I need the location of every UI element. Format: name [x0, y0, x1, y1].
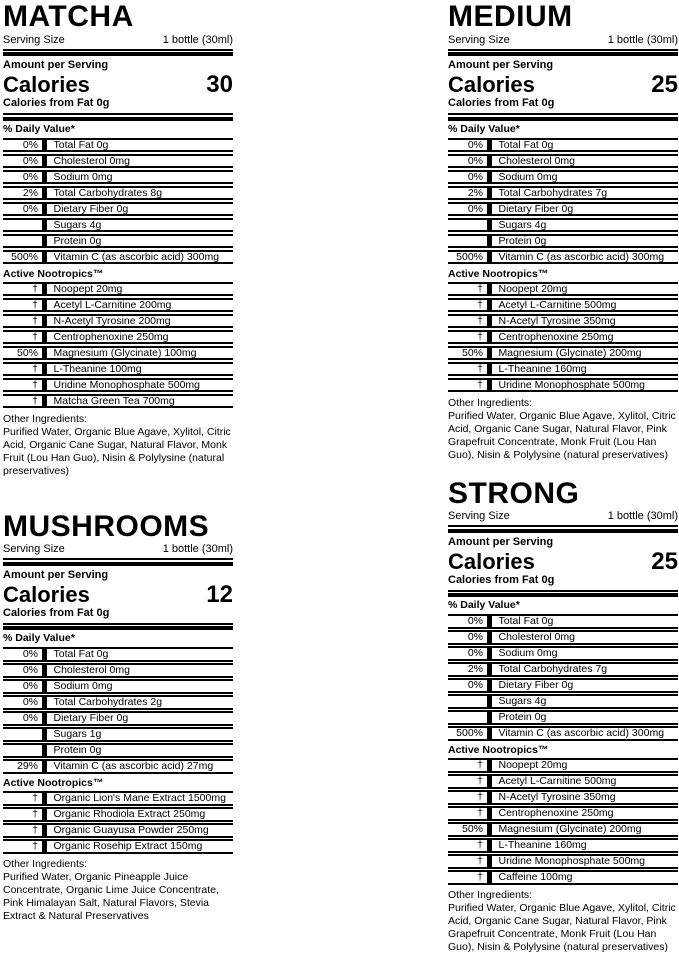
nootropic-rows: [3, 791, 233, 854]
nutrient-row: [3, 759, 233, 774]
nutrient-rows: [448, 138, 678, 265]
nutrient-row: [448, 694, 678, 709]
nutrient-name-cell: Vitamin C (as ascorbic acid) 300mg: [492, 252, 679, 263]
other-ingredients-text: Purified Water, Organic Blue Agave, Xylitol, Citric Acid, Organic Cane Sugar, Natural Flavor, Pink Grapefruit Concentrate, Monk Fruit (Lou Han Guo), Nisin & Polylysine (natural preservatives): [448, 410, 678, 462]
nootropic-name-cell: Magnesium (Glycinate) 100mg: [47, 348, 234, 359]
calories-row: [3, 73, 233, 96]
daily-value-cell: †: [448, 284, 487, 295]
nootropic-name-cell: Acetyl L-Carnitine 500mg: [492, 300, 679, 311]
serving-size-value: 1 bottle (30ml): [163, 34, 233, 47]
nutrient-name-cell: Sodium 0mg: [492, 648, 679, 659]
other-ingredients-label: Other Ingredients:: [3, 855, 233, 871]
nootropic-row: [3, 378, 233, 393]
nootropic-row: [3, 346, 233, 361]
daily-value-header: % Daily Value*: [3, 630, 233, 647]
calories-from-fat-label: Calories from Fat 0g: [448, 96, 678, 113]
daily-value-cell: [3, 220, 42, 231]
nootropic-name-cell: Acetyl L-Carnitine 500mg: [492, 776, 679, 787]
daily-value-cell: 0%: [448, 204, 487, 215]
daily-value-cell: 0%: [448, 680, 487, 691]
nutrition-label: [448, 478, 678, 954]
daily-value-header: % Daily Value*: [3, 121, 233, 138]
amount-per-serving-label: Amount per Serving: [3, 56, 233, 72]
calories-row: [448, 550, 678, 573]
nutrient-name-cell: Cholesterol 0mg: [47, 156, 234, 167]
nootropic-name-cell: N-Acetyl Tyrosine 350mg: [492, 316, 679, 327]
nutrient-row: [448, 678, 678, 693]
product-title: MUSHROOMS: [3, 511, 233, 543]
nutrient-name-cell: Dietary Fiber 0g: [47, 713, 234, 724]
nutrient-name-cell: Sodium 0mg: [492, 172, 679, 183]
nootropic-rows: [448, 758, 678, 885]
thin-divider: [448, 525, 678, 527]
daily-value-cell: †: [3, 793, 42, 804]
active-nootropics-header: Active Nootropics™: [448, 266, 678, 282]
daily-value-cell: †: [448, 776, 487, 787]
active-nootropics-header: Active Nootropics™: [448, 742, 678, 758]
daily-value-cell: †: [448, 760, 487, 771]
nutrient-name-cell: Total Fat 0g: [492, 616, 679, 627]
nootropic-row: [448, 378, 678, 393]
nutrient-name-cell: Dietary Fiber 0g: [492, 204, 679, 215]
serving-size-value: 1 bottle (30ml): [608, 510, 678, 523]
nootropic-row: [448, 806, 678, 821]
nootropic-row: [3, 823, 233, 838]
nutrient-row: [448, 186, 678, 201]
nutrient-row: [3, 202, 233, 217]
nutrient-row: [3, 154, 233, 169]
thin-divider: [448, 113, 678, 115]
nutrient-name-cell: Dietary Fiber 0g: [492, 680, 679, 691]
nootropic-name-cell: L-Theanine 160mg: [492, 364, 679, 375]
nootropic-row: [3, 282, 233, 297]
nutrition-label: [3, 1, 233, 478]
daily-value-cell: 0%: [448, 156, 487, 167]
daily-value-cell: †: [448, 300, 487, 311]
nutrient-row: [3, 679, 233, 694]
daily-value-cell: †: [448, 316, 487, 327]
nootropic-row: [3, 330, 233, 345]
daily-value-cell: †: [448, 808, 487, 819]
calories-value: 30: [206, 73, 233, 96]
daily-value-cell: 500%: [3, 252, 42, 263]
calories-label: Calories: [3, 583, 90, 606]
calories-from-fat-label: Calories from Fat 0g: [3, 96, 233, 113]
product-title: MEDIUM: [448, 1, 678, 33]
nutrient-name-cell: Protein 0g: [47, 745, 234, 756]
product-title: MATCHA: [3, 1, 233, 33]
daily-value-cell: 0%: [3, 697, 42, 708]
nootropic-row: [448, 838, 678, 853]
nutrient-name-cell: Total Fat 0g: [492, 140, 679, 151]
daily-value-cell: †: [3, 300, 42, 311]
daily-value-cell: 29%: [3, 761, 42, 772]
nootropic-name-cell: Magnesium (Glycinate) 200mg: [492, 824, 679, 835]
nutrient-row: [3, 186, 233, 201]
serving-size-row: [3, 542, 233, 558]
nootropic-name-cell: Acetyl L-Carnitine 200mg: [47, 300, 234, 311]
nutrient-row: [448, 218, 678, 233]
thin-divider: [448, 590, 678, 592]
nutrient-row: [3, 218, 233, 233]
nootropic-name-cell: Uridine Monophosphate 500mg: [492, 380, 679, 391]
daily-value-cell: 0%: [448, 172, 487, 183]
nutrient-name-cell: Total Carbohydrates 7g: [492, 188, 679, 199]
nutrient-name-cell: Total Carbohydrates 7g: [492, 664, 679, 675]
column-labels: [3, 1, 233, 923]
other-ingredients-label: Other Ingredients:: [448, 886, 678, 902]
nutrient-row: [3, 663, 233, 678]
nootropic-row: [448, 282, 678, 297]
nutrient-row: [448, 170, 678, 185]
product-title: STRONG: [448, 478, 678, 510]
nutrient-row: [3, 170, 233, 185]
active-nootropics-header: Active Nootropics™: [3, 266, 233, 282]
daily-value-cell: †: [448, 856, 487, 867]
nootropic-name-cell: Organic Rosehip Extract 150mg: [47, 841, 234, 852]
daily-value-header: % Daily Value*: [448, 121, 678, 138]
nootropic-name-cell: Centrophenoxine 250mg: [47, 332, 234, 343]
thin-divider: [3, 623, 233, 625]
nutrient-row: [3, 695, 233, 710]
nutrient-name-cell: Protein 0g: [492, 236, 679, 247]
nootropic-name-cell: Magnesium (Glycinate) 200mg: [492, 348, 679, 359]
other-ingredients-label: Other Ingredients:: [448, 394, 678, 410]
nutrient-name-cell: Sodium 0mg: [47, 681, 234, 692]
nootropic-row: [448, 314, 678, 329]
nutrient-rows: [3, 138, 233, 265]
nutrient-name-cell: Cholesterol 0mg: [492, 632, 679, 643]
nootropic-row: [3, 362, 233, 377]
daily-value-cell: 0%: [3, 665, 42, 676]
nootropic-name-cell: L-Theanine 100mg: [47, 364, 234, 375]
nutrient-row: [448, 662, 678, 677]
label-column: [448, 1, 678, 954]
nutrient-row: [3, 647, 233, 662]
nootropic-name-cell: Organic Guayusa Powder 250mg: [47, 825, 234, 836]
daily-value-cell: 0%: [3, 172, 42, 183]
daily-value-cell: 0%: [3, 681, 42, 692]
serving-size-label: Serving Size: [3, 34, 65, 47]
daily-value-cell: 0%: [448, 140, 487, 151]
nutrient-row: [448, 630, 678, 645]
daily-value-cell: 2%: [448, 188, 487, 199]
nutrient-row: [448, 646, 678, 661]
daily-value-cell: 50%: [448, 824, 487, 835]
nutrient-name-cell: Cholesterol 0mg: [47, 665, 234, 676]
amount-per-serving-label: Amount per Serving: [448, 56, 678, 72]
nootropic-name-cell: Organic Lion's Mane Extract 1500mg: [47, 793, 234, 804]
nutrient-row: [448, 250, 678, 265]
nutrient-name-cell: Dietary Fiber 0g: [47, 204, 234, 215]
calories-value: 25: [651, 73, 678, 96]
daily-value-cell: [448, 712, 487, 723]
nutrient-row: [3, 138, 233, 153]
nootropic-name-cell: Centrophenoxine 250mg: [492, 808, 679, 819]
label-column: [3, 1, 233, 954]
daily-value-header: % Daily Value*: [448, 597, 678, 614]
nutrient-name-cell: Vitamin C (as ascorbic acid) 300mg: [47, 252, 234, 263]
nootropic-name-cell: Noopept 20mg: [47, 284, 234, 295]
daily-value-cell: 0%: [3, 713, 42, 724]
nootropic-row: [3, 394, 233, 409]
serving-size-label: Serving Size: [3, 543, 65, 556]
nutrient-row: [448, 726, 678, 741]
daily-value-cell: 0%: [448, 632, 487, 643]
nutrient-row: [3, 743, 233, 758]
nutrient-row: [448, 202, 678, 217]
nootropic-name-cell: Noopept 20mg: [492, 284, 679, 295]
calories-from-fat-label: Calories from Fat 0g: [3, 606, 233, 623]
daily-value-cell: †: [3, 841, 42, 852]
daily-value-cell: [3, 745, 42, 756]
nootropic-row: [3, 314, 233, 329]
nootropic-name-cell: Noopept 20mg: [492, 760, 679, 771]
daily-value-cell: [448, 220, 487, 231]
thin-divider: [448, 49, 678, 51]
other-ingredients-text: Purified Water, Organic Blue Agave, Xylitol, Citric Acid, Organic Cane Sugar, Natural Flavor, Pink Grapefruit Concentrate, Monk Fruit (Lou Han Guo), Nisin & Polylysine (natural preservatives): [448, 902, 678, 954]
serving-size-row: [448, 33, 678, 49]
daily-value-cell: 0%: [3, 140, 42, 151]
daily-value-cell: [448, 696, 487, 707]
calories-label: Calories: [448, 550, 535, 573]
daily-value-cell: †: [448, 792, 487, 803]
serving-size-row: [3, 33, 233, 49]
nootropic-rows: [3, 282, 233, 409]
nootropic-name-cell: Caffeine 100mg: [492, 872, 679, 883]
calories-value: 12: [206, 583, 233, 606]
calories-label: Calories: [3, 73, 90, 96]
nutrient-name-cell: Sugars 4g: [47, 220, 234, 231]
nootropic-row: [3, 791, 233, 806]
thin-divider: [3, 113, 233, 115]
daily-value-cell: †: [448, 872, 487, 883]
daily-value-cell: 500%: [448, 728, 487, 739]
nootropic-name-cell: Uridine Monophosphate 500mg: [492, 856, 679, 867]
column-labels: [448, 1, 678, 954]
serving-size-label: Serving Size: [448, 34, 510, 47]
daily-value-cell: 2%: [448, 664, 487, 675]
nutrient-row: [3, 711, 233, 726]
nutrient-row: [3, 727, 233, 742]
nootropic-row: [448, 822, 678, 837]
nutrient-name-cell: Vitamin C (as ascorbic acid) 300mg: [492, 728, 679, 739]
calories-row: [448, 73, 678, 96]
daily-value-cell: †: [448, 332, 487, 343]
active-nootropics-header: Active Nootropics™: [3, 775, 233, 791]
nutrient-rows: [448, 614, 678, 741]
calories-from-fat-label: Calories from Fat 0g: [448, 573, 678, 590]
daily-value-cell: †: [3, 380, 42, 391]
daily-value-cell: †: [448, 380, 487, 391]
nutrient-name-cell: Vitamin C (as ascorbic acid) 27mg: [47, 761, 234, 772]
other-ingredients-text: Purified Water, Organic Pineapple Juice Concentrate, Organic Lime Juice Concentrate, Pink Himalayan Salt, Natural Flavors, Stevia Extract & Natural Preservatives: [3, 871, 233, 923]
nootropic-row: [3, 807, 233, 822]
daily-value-cell: 0%: [3, 156, 42, 167]
daily-value-cell: 0%: [3, 204, 42, 215]
nootropic-name-cell: Centrophenoxine 250mg: [492, 332, 679, 343]
nootropic-row: [448, 774, 678, 789]
other-ingredients-text: Purified Water, Organic Blue Agave, Xylitol, Citric Acid, Organic Cane Sugar, Natural Flavor, Monk Fruit (Lou Han Guo), Nisin & Polylysine (natural preservatives): [3, 426, 233, 478]
nutrient-row: [3, 234, 233, 249]
nootropic-name-cell: L-Theanine 160mg: [492, 840, 679, 851]
nootropic-name-cell: N-Acetyl Tyrosine 350mg: [492, 792, 679, 803]
amount-per-serving-label: Amount per Serving: [3, 566, 233, 582]
amount-per-serving-label: Amount per Serving: [448, 533, 678, 549]
nutrient-name-cell: Sugars 1g: [47, 729, 234, 740]
nutrient-row: [448, 710, 678, 725]
nutrient-name-cell: Sugars 4g: [492, 220, 679, 231]
nootropic-name-cell: Uridine Monophosphate 500mg: [47, 380, 234, 391]
nutrient-row: [448, 154, 678, 169]
daily-value-cell: †: [448, 364, 487, 375]
nutrient-name-cell: Protein 0g: [492, 712, 679, 723]
daily-value-cell: †: [3, 809, 42, 820]
nutrient-name-cell: Sugars 4g: [492, 696, 679, 707]
nootropic-row: [3, 839, 233, 854]
nutrient-name-cell: Total Carbohydrates 2g: [47, 697, 234, 708]
daily-value-cell: †: [3, 284, 42, 295]
daily-value-cell: †: [448, 840, 487, 851]
nootropic-rows: [448, 282, 678, 393]
serving-size-row: [448, 509, 678, 525]
nutrient-row: [3, 250, 233, 265]
daily-value-cell: †: [3, 332, 42, 343]
nootropic-row: [448, 758, 678, 773]
nutrient-name-cell: Total Fat 0g: [47, 140, 234, 151]
nutrient-rows: [3, 647, 233, 774]
daily-value-cell: [448, 236, 487, 247]
daily-value-cell: 2%: [3, 188, 42, 199]
nutrition-label: [3, 511, 233, 924]
daily-value-cell: [3, 236, 42, 247]
daily-value-cell: 0%: [448, 648, 487, 659]
nootropic-name-cell: N-Acetyl Tyrosine 200mg: [47, 316, 234, 327]
thin-divider: [3, 49, 233, 51]
daily-value-cell: [3, 729, 42, 740]
calories-value: 25: [651, 550, 678, 573]
daily-value-cell: 0%: [448, 616, 487, 627]
daily-value-cell: †: [3, 396, 42, 407]
daily-value-cell: †: [3, 364, 42, 375]
daily-value-cell: 50%: [3, 348, 42, 359]
nootropic-name-cell: Matcha Green Tea 700mg: [47, 396, 234, 407]
serving-size-value: 1 bottle (30ml): [163, 543, 233, 556]
nootropic-row: [448, 362, 678, 377]
nutrient-row: [448, 138, 678, 153]
serving-size-label: Serving Size: [448, 510, 510, 523]
nootropic-row: [448, 346, 678, 361]
nootropic-row: [448, 870, 678, 885]
daily-value-cell: 0%: [3, 649, 42, 660]
nutrient-row: [448, 234, 678, 249]
nutrient-name-cell: Total Fat 0g: [47, 649, 234, 660]
calories-label: Calories: [448, 73, 535, 96]
daily-value-cell: 500%: [448, 252, 487, 263]
nutrition-label: [448, 1, 678, 462]
serving-size-value: 1 bottle (30ml): [608, 34, 678, 47]
nutrient-name-cell: Protein 0g: [47, 236, 234, 247]
nootropic-row: [448, 298, 678, 313]
other-ingredients-label: Other Ingredients:: [3, 410, 233, 426]
daily-value-cell: †: [3, 825, 42, 836]
daily-value-cell: 50%: [448, 348, 487, 359]
nutrient-name-cell: Cholesterol 0mg: [492, 156, 679, 167]
thin-divider: [3, 558, 233, 560]
daily-value-cell: †: [3, 316, 42, 327]
nutrient-name-cell: Sodium 0mg: [47, 172, 234, 183]
nootropic-row: [448, 330, 678, 345]
nootropic-row: [448, 790, 678, 805]
calories-row: [3, 583, 233, 606]
nutrient-name-cell: Total Carbohydrates 8g: [47, 188, 234, 199]
nootropic-name-cell: Organic Rhodiola Extract 250mg: [47, 809, 234, 820]
nootropic-row: [3, 298, 233, 313]
nootropic-row: [448, 854, 678, 869]
nutrient-row: [448, 614, 678, 629]
